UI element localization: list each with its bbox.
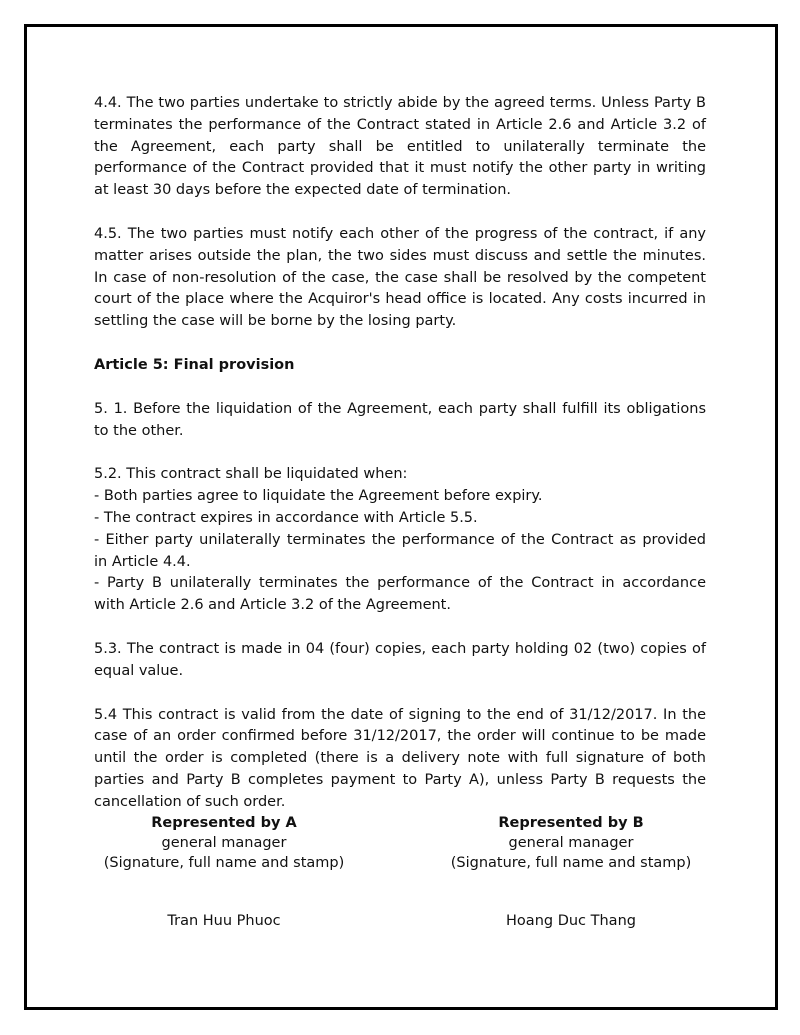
signature-block-b (421, 813, 721, 931)
signature-b-name: Hoang Duc Thang (506, 913, 636, 929)
signature-a-title: Represented by A (151, 815, 297, 831)
clause-5-2-item: - Either party unilaterally terminates the performance of the Contract as provided in Article 4.4. (94, 531, 706, 570)
signature-b-position: general manager (508, 835, 634, 851)
clause-5-2-intro: 5.2. This contract shall be liquidated when: (94, 466, 408, 483)
article-5-heading: Article 5: Final provision (94, 356, 295, 373)
signature-block-a (74, 813, 374, 931)
document-body (94, 93, 706, 814)
signature-b-note: (Signature, full name and stamp) (450, 855, 692, 871)
signature-a-note: (Signature, full name and stamp) (103, 855, 345, 871)
clause-4-4: 4.4. The two parties undertake to strictly abide by the agreed terms. Unless Party B terminates the performance of the Contract stated in Article 2.6 and Article 3.2 of the Agreement, each party shall be entitled to unilaterally terminate the performance of the Contract provided that it must notify the other party in writing at least 30 days before the expected date of termination. (94, 95, 706, 199)
clause-5-2-item: - The contract expires in accordance with Article 5.5. (94, 509, 478, 526)
signature-b-title: Represented by B (498, 815, 644, 831)
signature-a-position: general manager (161, 835, 287, 851)
clause-4-5: 4.5. The two parties must notify each other of the progress of the contract, if any matter arises outside the plan, the two sides must discuss and settle the minutes. In case of non-resolution of the case, the case shall be resolved by the competent court of the place where the Acquiror's head office is located. Any costs incurred in settling the case will be borne by the losing party. (94, 225, 706, 330)
clause-5-3: 5.3. The contract is made in 04 (four) copies, each party holding 02 (two) copies of equal value. (94, 640, 706, 679)
clause-5-1: 5. 1. Before the liquidation of the Agreement, each party shall fulfill its obligations to the other. (94, 400, 706, 439)
signature-a-name: Tran Huu Phuoc (167, 913, 281, 929)
clause-5-4: 5.4 This contract is valid from the date of signing to the end of 31/12/2017. In the case of an order confirmed before 31/12/2017, the order will continue to be made until the order is completed (there is a delivery note with full signature of both parties and Party B completes payment to Party A), unless Party B requests the cancellation of such order. (94, 706, 706, 810)
clause-5-2-item: - Both parties agree to liquidate the Agreement before expiry. (94, 488, 543, 505)
clause-5-2-item: - Party B unilaterally terminates the performance of the Contract in accordance with Article 2.6 and Article 3.2 of the Agreement. (94, 575, 706, 614)
signature-section (94, 813, 706, 933)
